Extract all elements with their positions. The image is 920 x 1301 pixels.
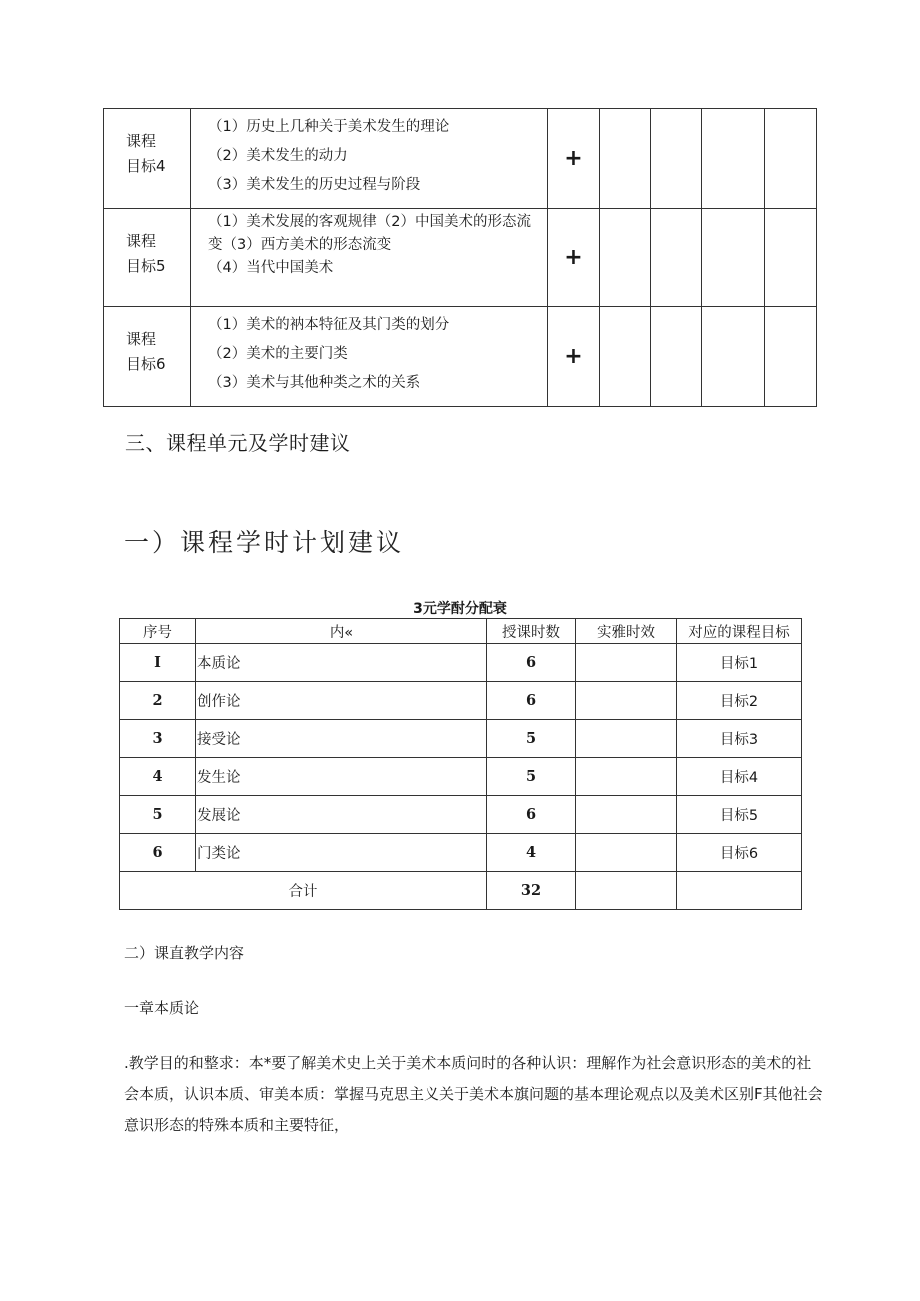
chapter-paragraph: .教学目的和整求：本*要了解美术史上关于美术本质问时的各种认识：理解作为社会意识形态的美术的社会本质，认识本质、审美本质：掌握马克思主义关于美术本旗问题的基本理论观点以及美术区别F其他社会意识形态的特殊本质和主要特征， — [124, 1054, 823, 1134]
table-row — [120, 720, 802, 758]
row-content: 发生论 — [196, 758, 487, 796]
row-hours: 6 — [487, 644, 576, 682]
empty-cell — [651, 307, 702, 407]
section-3-heading: 三、课程单元及学时建议 — [125, 431, 351, 455]
chapter-title: 一章本质论 — [124, 999, 200, 1017]
objective-row — [104, 109, 817, 209]
objective-content: （1）美术发展的客观规律（2）中国美术的形态流 变（3）西方美术的形态流变 （4）当代中国美术 — [191, 209, 548, 307]
row-practice — [576, 758, 677, 796]
empty-cell — [651, 109, 702, 209]
empty-cell — [765, 307, 817, 407]
support-mark: + — [548, 209, 600, 307]
row-target: 目标5 — [677, 796, 802, 834]
row-target: 目标4 — [677, 758, 802, 796]
hours-table — [119, 618, 802, 910]
row-content: 发展论 — [196, 796, 487, 834]
row-content: 接受论 — [196, 720, 487, 758]
empty-cell — [765, 109, 817, 209]
row-target: 目标2 — [677, 682, 802, 720]
header-target: 对应的课程目标 — [677, 619, 802, 644]
empty-cell — [702, 209, 765, 307]
subsection-1-heading: 一）课程学时计划建议 — [124, 528, 405, 557]
row-practice — [576, 720, 677, 758]
header-hours: 授课时数 — [487, 619, 576, 644]
table-row — [120, 758, 802, 796]
table-header-row — [120, 619, 802, 644]
row-no: 4 — [120, 758, 196, 796]
empty-cell — [677, 872, 802, 910]
table-row — [120, 682, 802, 720]
empty-cell — [600, 109, 651, 209]
row-content: 创作论 — [196, 682, 487, 720]
empty-cell — [576, 872, 677, 910]
empty-cell — [702, 307, 765, 407]
row-target: 目标1 — [677, 644, 802, 682]
row-hours: 5 — [487, 720, 576, 758]
empty-cell — [600, 209, 651, 307]
total-label: 合计 — [120, 872, 487, 910]
subsection-2-heading: 二）课直教学内容 — [124, 944, 245, 962]
row-hours: 6 — [487, 682, 576, 720]
row-no: 3 — [120, 720, 196, 758]
objective-row — [104, 307, 817, 407]
course-objectives-table — [103, 108, 817, 407]
empty-cell — [702, 109, 765, 209]
row-no: I — [120, 644, 196, 682]
header-practice: 实雅时效 — [576, 619, 677, 644]
row-practice — [576, 796, 677, 834]
row-target: 目标6 — [677, 834, 802, 872]
total-row — [120, 872, 802, 910]
row-hours: 5 — [487, 758, 576, 796]
support-mark: + — [548, 307, 600, 407]
row-practice — [576, 834, 677, 872]
row-hours: 6 — [487, 796, 576, 834]
objective-content: （1）历史上几种关于美术发生的理论 （2）美术发生的动力 （3）美术发生的历史过程与阶段 — [191, 109, 548, 209]
header-no: 序号 — [120, 619, 196, 644]
objective-label: 课程 目标5 — [104, 209, 191, 307]
table-row — [120, 834, 802, 872]
table-row — [120, 796, 802, 834]
row-no: 5 — [120, 796, 196, 834]
table-row — [120, 644, 802, 682]
row-hours: 4 — [487, 834, 576, 872]
objective-label: 课程 目标4 — [104, 109, 191, 209]
support-mark: + — [548, 109, 600, 209]
row-practice — [576, 682, 677, 720]
objective-row — [104, 209, 817, 307]
row-no: 6 — [120, 834, 196, 872]
row-content: 本质论 — [196, 644, 487, 682]
empty-cell — [651, 209, 702, 307]
objective-label: 课程 目标6 — [104, 307, 191, 407]
row-target: 目标3 — [677, 720, 802, 758]
empty-cell — [600, 307, 651, 407]
table-caption: 3元学酎分配衰 — [413, 601, 507, 617]
row-no: 2 — [120, 682, 196, 720]
total-hours: 32 — [487, 872, 576, 910]
row-practice — [576, 644, 677, 682]
row-content: 门类论 — [196, 834, 487, 872]
objective-content: （1）美术的衲本特征及其门类的划分 （2）美术的主要门类 （3）美术与其他种类之术的关系 — [191, 307, 548, 407]
empty-cell — [765, 209, 817, 307]
header-content: 内« — [196, 619, 487, 644]
